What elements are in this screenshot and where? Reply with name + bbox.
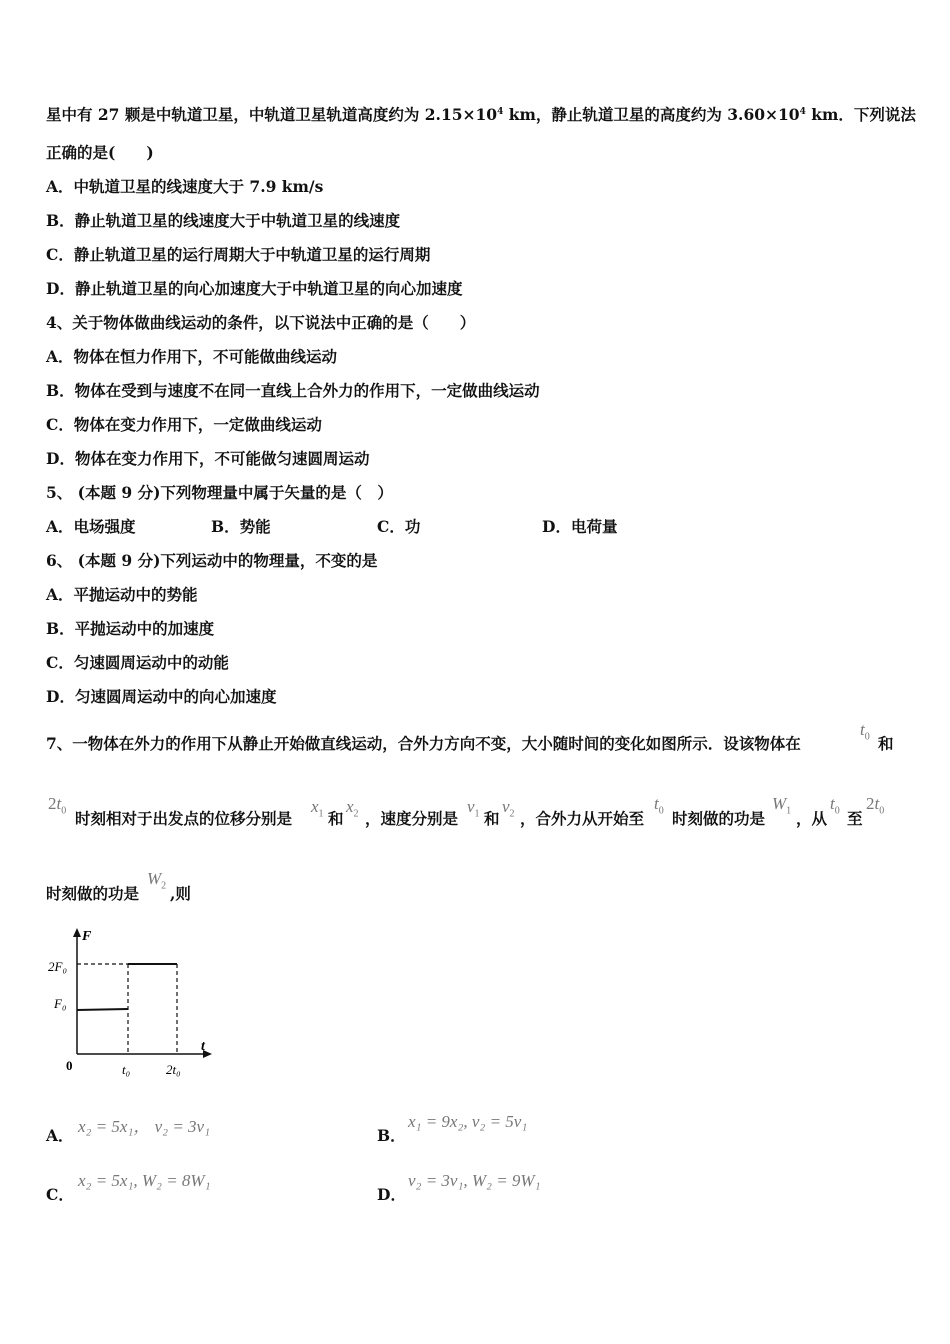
q7-option-b-expr: x₁ = 9x₂, v₂ = 5v₁ <box>408 1112 528 1131</box>
q6-stem: 6、 (本题 9 分)下列运动中的物理量，不变的是 <box>46 551 378 570</box>
q6-option-a: A．平抛运动中的势能 <box>46 585 198 604</box>
q7-stem-f: ，从 <box>796 809 828 828</box>
q4-option-b: B．物体在受到与速度不在同一直线上合外力的作用下，一定做曲线运动 <box>46 381 540 400</box>
q5-option-c: C．功 <box>377 517 421 536</box>
q6-option-d: D．匀速圆周运动中的向心加速度 <box>46 687 277 706</box>
q7-option-b-label: B． <box>377 1126 406 1145</box>
q5-stem: 5、 (本题 9 分)下列物理量中属于矢量的是（ ） <box>46 483 393 502</box>
q7-option-c-label: C． <box>46 1185 74 1204</box>
y-axis-arrow <box>73 928 81 937</box>
y-tick-2F0: 2F₀ <box>48 959 67 974</box>
q7-math-v2: $v_2$ <box>502 797 515 820</box>
q7-option-d-expr: v₂ = 3v₁, W₂ = 9W₁ <box>408 1171 541 1190</box>
q7-math-t0-a: $t_0$ <box>860 720 870 743</box>
origin-label: 0 <box>66 1058 73 1073</box>
q7-math-W2: $W_2$ <box>147 869 167 892</box>
q7-stem-g: 时刻做的功是 <box>46 884 140 903</box>
force-time-graph <box>40 922 220 1082</box>
q4-option-a: A．物体在恒力作用下，不可能做曲线运动 <box>46 347 338 366</box>
q7-and-1: 和 <box>878 734 894 753</box>
q7-math-2t0-b: $2t_0$ <box>866 794 885 817</box>
q3-line2: 正确的是( ) <box>46 143 154 162</box>
x-axis-label: t <box>201 1039 205 1054</box>
q4-option-c: C．物体在变力作用下，一定做曲线运动 <box>46 415 322 434</box>
q7-math-v1: $v_1$ <box>467 797 480 820</box>
q7-math-2t0-a: $2t_0$ <box>48 794 67 817</box>
q4-stem: 4、关于物体做曲线运动的条件，以下说法中正确的是（ ） <box>46 313 476 332</box>
q7-math-W1: $W_1$ <box>772 794 792 817</box>
y-axis-label: F <box>82 929 92 944</box>
q7-stem-line1: 7、一物体在外力的作用下从静止开始做直线运动，合外力方向不变，大小随时间的变化如图所示．设该物体在 <box>46 734 801 753</box>
q7-math-t0-c: $t_0$ <box>830 794 840 817</box>
q7-option-d-label: D． <box>377 1185 406 1204</box>
q5-option-d: D．电荷量 <box>542 517 618 536</box>
q7-math-x2: $x_2$ <box>346 797 359 820</box>
q7-and-3: 和 <box>484 809 500 828</box>
q7-and-2: 和 <box>328 809 344 828</box>
q5-option-b: B．势能 <box>211 517 271 536</box>
q7-option-c-expr: x₂ = 5x₁, W₂ = 8W₁ <box>78 1171 211 1190</box>
x-tick-t0: t₀ <box>122 1062 131 1077</box>
q7-math-t0-b: $t_0$ <box>654 794 664 817</box>
q7-stem-b: 时刻相对于出发点的位移分别是 <box>75 809 293 828</box>
q7-option-a-label: A． <box>46 1126 74 1145</box>
y-tick-F0: F₀ <box>54 996 67 1011</box>
x-tick-2t0: 2t₀ <box>166 1062 181 1077</box>
q7-stem-d: ，合外力从开始至 <box>520 809 645 828</box>
q3-option-b: B．静止轨道卫星的线速度大于中轨道卫星的线速度 <box>46 211 401 230</box>
q3-option-d: D．静止轨道卫星的向心加速度大于中轨道卫星的向心加速度 <box>46 279 463 298</box>
q7-stem-h: ,则 <box>170 884 191 903</box>
q3-line1: 星中有 27 颗是中轨道卫星，中轨道卫星轨道高度约为 $2.15\times 10^4$ km，静止轨道卫星的高度约为 $3.60\times 10^4$ km．下列说法 <box>46 105 916 124</box>
q3-option-c: C．静止轨道卫星的运行周期大于中轨道卫星的运行周期 <box>46 245 431 264</box>
q4-option-d: D．物体在变力作用下，不可能做匀速圆周运动 <box>46 449 370 468</box>
q6-option-c: C．匀速圆周运动中的动能 <box>46 653 229 672</box>
q3-option-a: A．中轨道卫星的线速度大于 7.9 km/s <box>46 177 324 196</box>
q7-option-a-expr: x₂ = 5x₁， v₂ = 3v₁ <box>78 1117 211 1136</box>
q7-stem-e: 时刻做的功是 <box>672 809 766 828</box>
q7-math-x1: $x_1$ <box>311 797 324 820</box>
force-segment-1 <box>77 1009 128 1010</box>
q7-stem-c: ，速度分别是 <box>365 809 459 828</box>
q7-to: 至 <box>847 809 863 828</box>
q5-option-a: A．电场强度 <box>46 517 136 536</box>
q6-option-b: B．平抛运动中的加速度 <box>46 619 215 638</box>
